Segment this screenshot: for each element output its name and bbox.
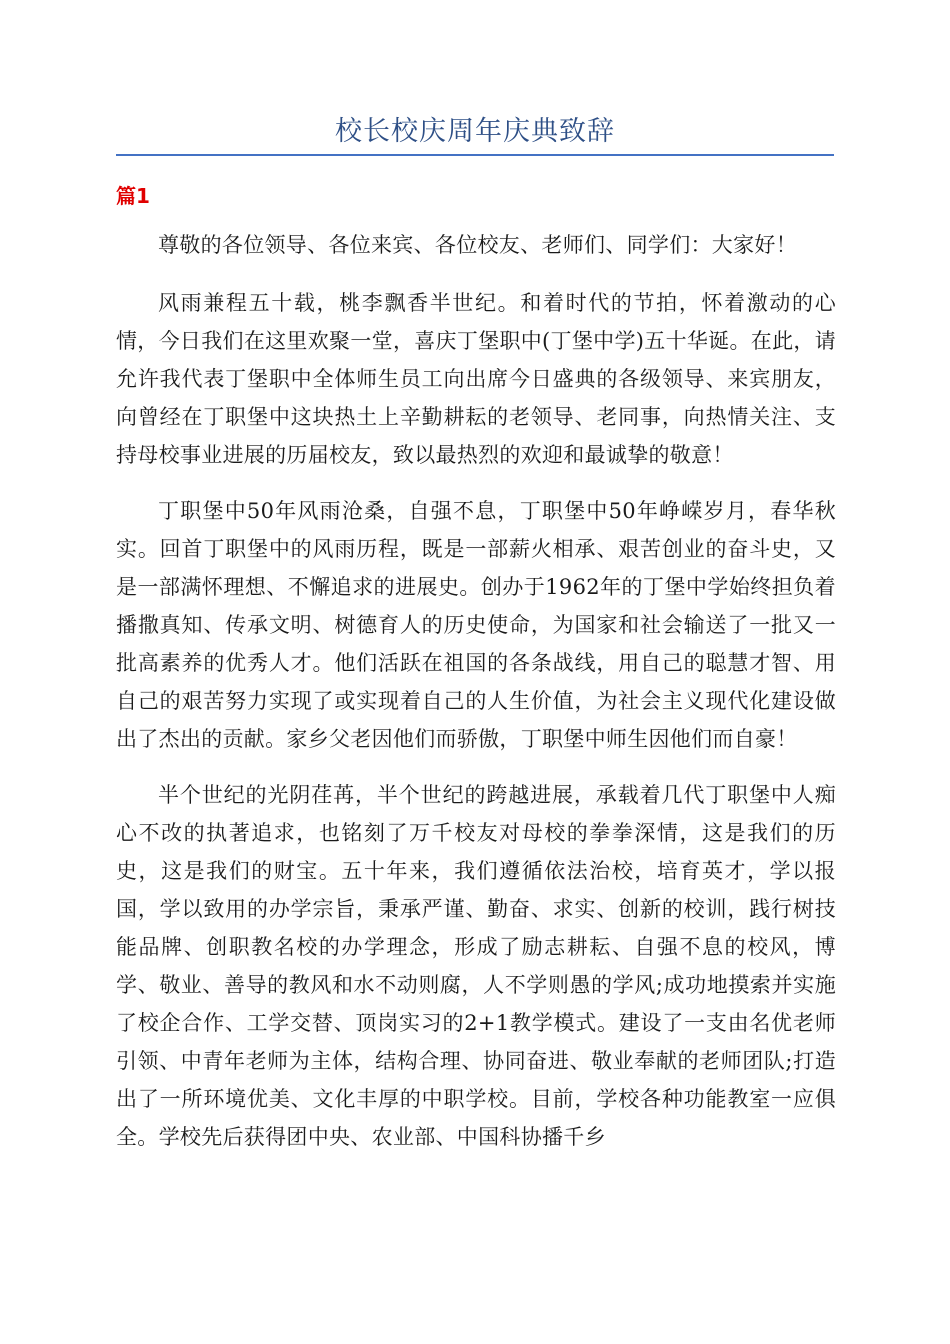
section-heading: 篇1 — [116, 184, 150, 208]
body-paragraph: 丁职堡中50年风雨沧桑，自强不息，丁职堡中50年峥嵘岁月，春华秋实。回首丁职堡中的风雨历程，既是一部薪火相承、艰苦创业的奋斗史，又是一部满怀理想、不懈追求的进展史。创办于1962年的丁堡中学始终担负着播撒真知、传承文明、树德育人的历史使命，为国家和社会输送了一批又一批高素养的优秀人才。他们活跃在祖国的各条战线，用自己的聪慧才智、用自己的艰苦努力实现了或实现着自己的人生价值，为社会主义现代化建设做出了杰出的贡献。家乡父老因他们而骄傲，丁职堡中师生因他们而自豪！ — [116, 499, 836, 751]
title-divider — [116, 154, 834, 156]
body-paragraph: 风雨兼程五十载，桃李飘香半世纪。和着时代的节拍，怀着激动的心情，今日我们在这里欢聚一堂，喜庆丁堡职中(丁堡中学)五十华诞。在此，请允许我代表丁堡职中全体师生员工向出席今日盛典的各级领导、来宾朋友，向曾经在丁职堡中这块热土上辛勤耕耘的老领导、老同事，向热情关注、支持母校事业进展的历届校友，致以最热烈的欢迎和最诚挚的敬意！ — [116, 291, 836, 467]
document-title: 校长校庆周年庆典致辞 — [335, 116, 615, 147]
body-paragraph: 半个世纪的光阴荏苒，半个世纪的跨越进展，承载着几代丁职堡中人痴心不改的执著追求，也铭刻了万千校友对母校的拳拳深情，这是我们的历史，这是我们的财宝。五十年来，我们遵循依法治校，培育英才，学以报国，学以致用的办学宗旨，秉承严谨、勤奋、求实、创新的校训，践行树技能品牌、创职教名校的办学理念，形成了励志耕耘、自强不息的校风，博学、敬业、善导的教风和水不动则腐，人不学则愚的学风;成功地摸索并实施了校企合作、工学交替、顶岗实习的2+1教学模式。建设了一支由名优老师引领、中青年老师为主体，结构合理、协同奋进、敬业奉献的老师团队;打造出了一所环境优美、文化丰厚的中职学校。目前，学校各种功能教室一应俱全。学校先后获得团中央、农业部、中国科协播千乡 — [116, 783, 836, 1149]
document-body — [116, 226, 836, 1174]
salutation-paragraph: 尊敬的各位领导、各位来宾、各位校友、老师们、同学们：大家好！ — [158, 233, 797, 257]
